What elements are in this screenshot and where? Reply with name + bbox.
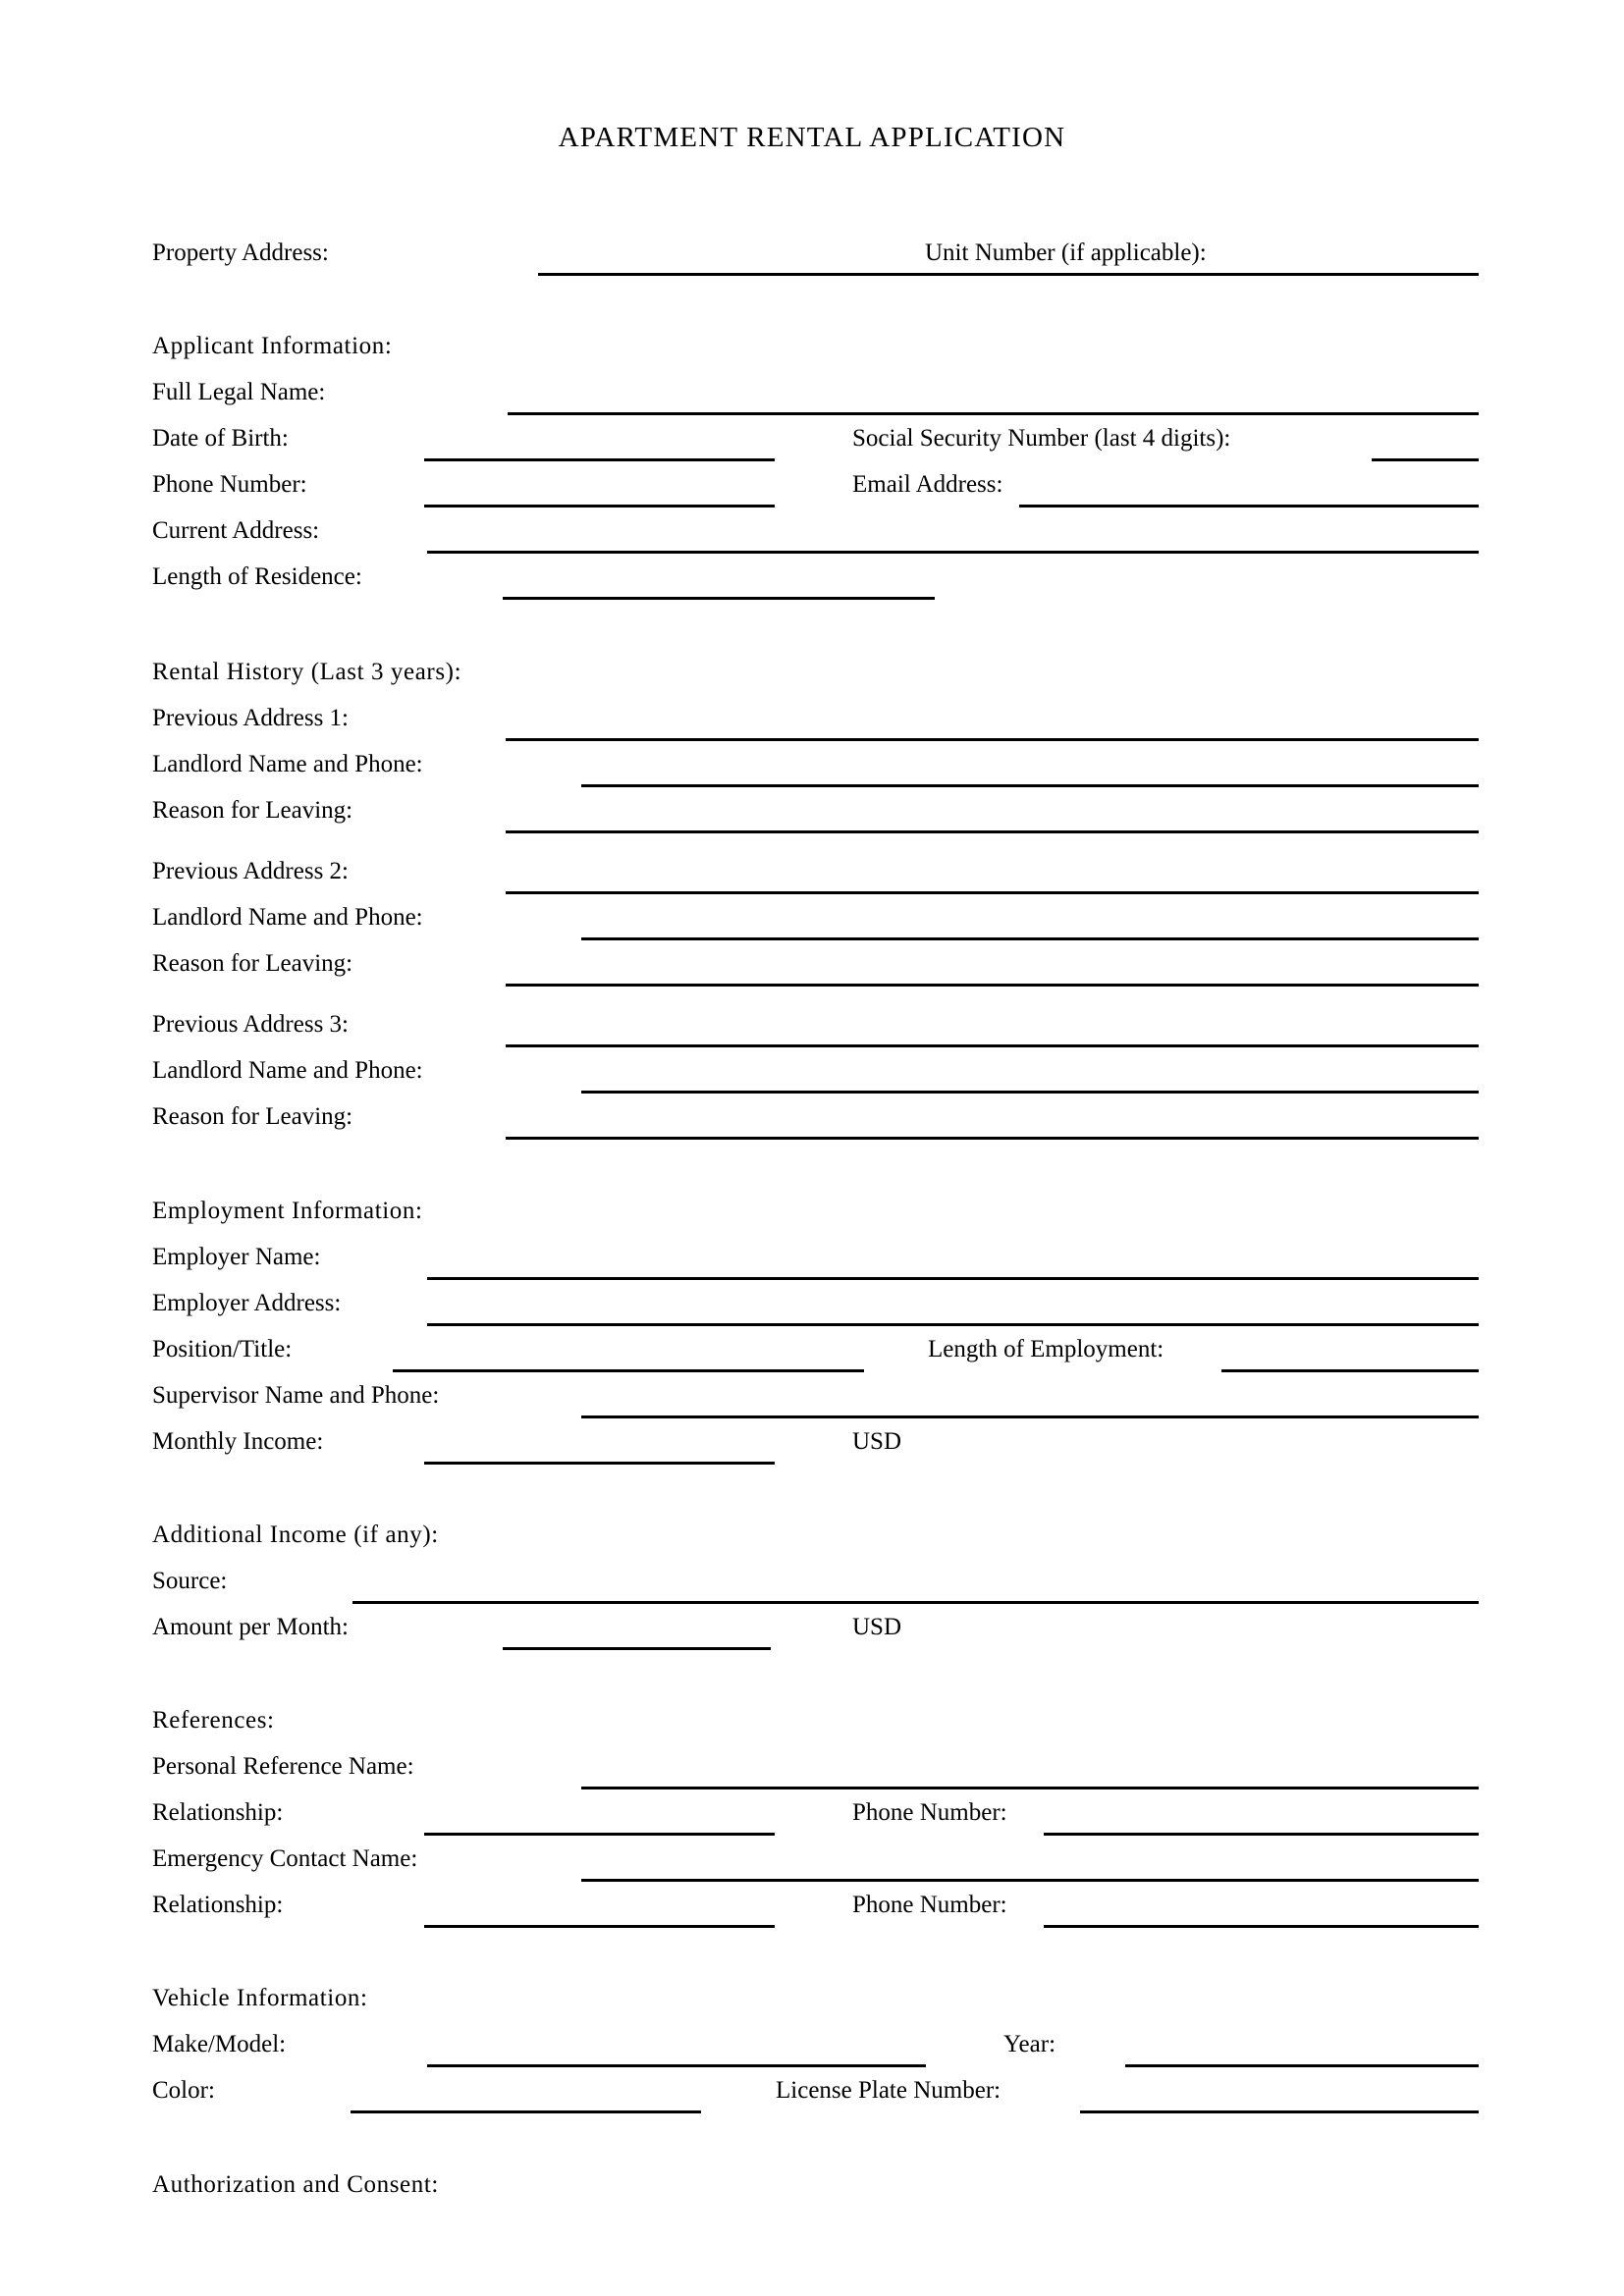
reason-leaving-3-input-line[interactable] [506,1137,1479,1140]
ssn-input-line[interactable] [1372,458,1479,461]
ssn-label: Social Security Number (last 4 digits): [852,425,1231,452]
supervisor-name-phone-input-line[interactable] [581,1415,1479,1418]
employer-address-input-line[interactable] [427,1323,1479,1326]
email-address-label: Email Address: [852,471,1003,498]
length-of-residence-label: Length of Residence: [152,563,362,590]
reason-leaving-1-label: Reason for Leaving: [152,797,353,824]
length-of-residence-input-line[interactable] [503,597,935,600]
additional-income-currency: USD [852,1614,902,1640]
reference-phone-label: Phone Number: [852,1799,1007,1826]
date-of-birth-label: Date of Birth: [152,425,289,452]
rental-history-heading: Rental History (Last 3 years): [152,659,462,685]
phone-number-label: Phone Number: [152,471,307,498]
employer-address-label: Employer Address: [152,1290,342,1316]
property-address-label: Property Address: [152,240,329,266]
reference-phone-input-line[interactable] [1044,1833,1479,1836]
landlord-2-input-line[interactable] [581,937,1479,940]
previous-address-2-label: Previous Address 2: [152,858,349,884]
vehicle-color-label: Color: [152,2077,215,2104]
landlord-2-label: Landlord Name and Phone: [152,904,423,931]
previous-address-3-input-line[interactable] [506,1044,1479,1047]
monthly-income-input-line[interactable] [424,1462,775,1465]
license-plate-input-line[interactable] [1080,2110,1479,2113]
position-title-input-line[interactable] [393,1369,864,1372]
email-address-input-line[interactable] [1019,505,1479,507]
emergency-contact-name-input-line[interactable] [581,1879,1479,1882]
current-address-label: Current Address: [152,517,320,544]
monthly-income-currency: USD [852,1428,902,1455]
make-model-input-line[interactable] [427,2064,926,2067]
reason-leaving-1-input-line[interactable] [506,830,1479,833]
vehicle-year-label: Year: [1003,2031,1056,2057]
vehicle-information-heading: Vehicle Information: [152,1985,368,2011]
current-address-input-line[interactable] [427,551,1479,554]
additional-income-source-input-line[interactable] [352,1601,1479,1604]
position-title-label: Position/Title: [152,1336,293,1362]
employer-name-input-line[interactable] [427,1277,1479,1280]
supervisor-name-phone-label: Supervisor Name and Phone: [152,1382,440,1409]
vehicle-year-input-line[interactable] [1125,2064,1479,2067]
landlord-1-label: Landlord Name and Phone: [152,751,423,777]
property-address-input-line[interactable] [538,273,1479,276]
reference-relationship-input-line[interactable] [424,1833,775,1836]
employment-information-heading: Employment Information: [152,1198,423,1224]
amount-per-month-label: Amount per Month: [152,1614,349,1640]
emergency-phone-input-line[interactable] [1044,1925,1479,1928]
length-of-employment-input-line[interactable] [1221,1369,1479,1372]
emergency-phone-label: Phone Number: [852,1892,1007,1918]
full-legal-name-label: Full Legal Name: [152,379,326,405]
emergency-relationship-label: Relationship: [152,1892,284,1918]
reason-leaving-3-label: Reason for Leaving: [152,1103,353,1130]
license-plate-label: License Plate Number: [776,2077,1001,2104]
unit-number-label: Unit Number (if applicable): [925,240,1207,266]
landlord-3-input-line[interactable] [581,1091,1479,1094]
monthly-income-label: Monthly Income: [152,1428,324,1455]
additional-income-source-label: Source: [152,1568,228,1594]
personal-reference-name-input-line[interactable] [581,1787,1479,1789]
landlord-3-label: Landlord Name and Phone: [152,1057,423,1084]
reason-leaving-2-label: Reason for Leaving: [152,950,353,977]
personal-reference-name-label: Personal Reference Name: [152,1753,414,1780]
emergency-relationship-input-line[interactable] [424,1925,775,1928]
references-heading: References: [152,1707,275,1734]
vehicle-color-input-line[interactable] [351,2110,701,2113]
page-title: APARTMENT RENTAL APPLICATION [558,122,1066,153]
reason-leaving-2-input-line[interactable] [506,984,1479,987]
length-of-employment-label: Length of Employment: [928,1336,1164,1362]
previous-address-1-input-line[interactable] [506,738,1479,741]
reference-relationship-label: Relationship: [152,1799,284,1826]
full-legal-name-input-line[interactable] [508,412,1479,415]
emergency-contact-name-label: Emergency Contact Name: [152,1845,418,1872]
amount-per-month-input-line[interactable] [503,1647,771,1650]
previous-address-1-label: Previous Address 1: [152,705,349,731]
authorization-heading: Authorization and Consent: [152,2171,439,2198]
date-of-birth-input-line[interactable] [424,458,775,461]
make-model-label: Make/Model: [152,2031,287,2057]
employer-name-label: Employer Name: [152,1244,321,1270]
phone-number-input-line[interactable] [424,505,775,507]
applicant-information-heading: Applicant Information: [152,333,393,359]
previous-address-2-input-line[interactable] [506,891,1479,894]
additional-income-heading: Additional Income (if any): [152,1522,439,1548]
previous-address-3-label: Previous Address 3: [152,1011,349,1038]
landlord-1-input-line[interactable] [581,784,1479,787]
